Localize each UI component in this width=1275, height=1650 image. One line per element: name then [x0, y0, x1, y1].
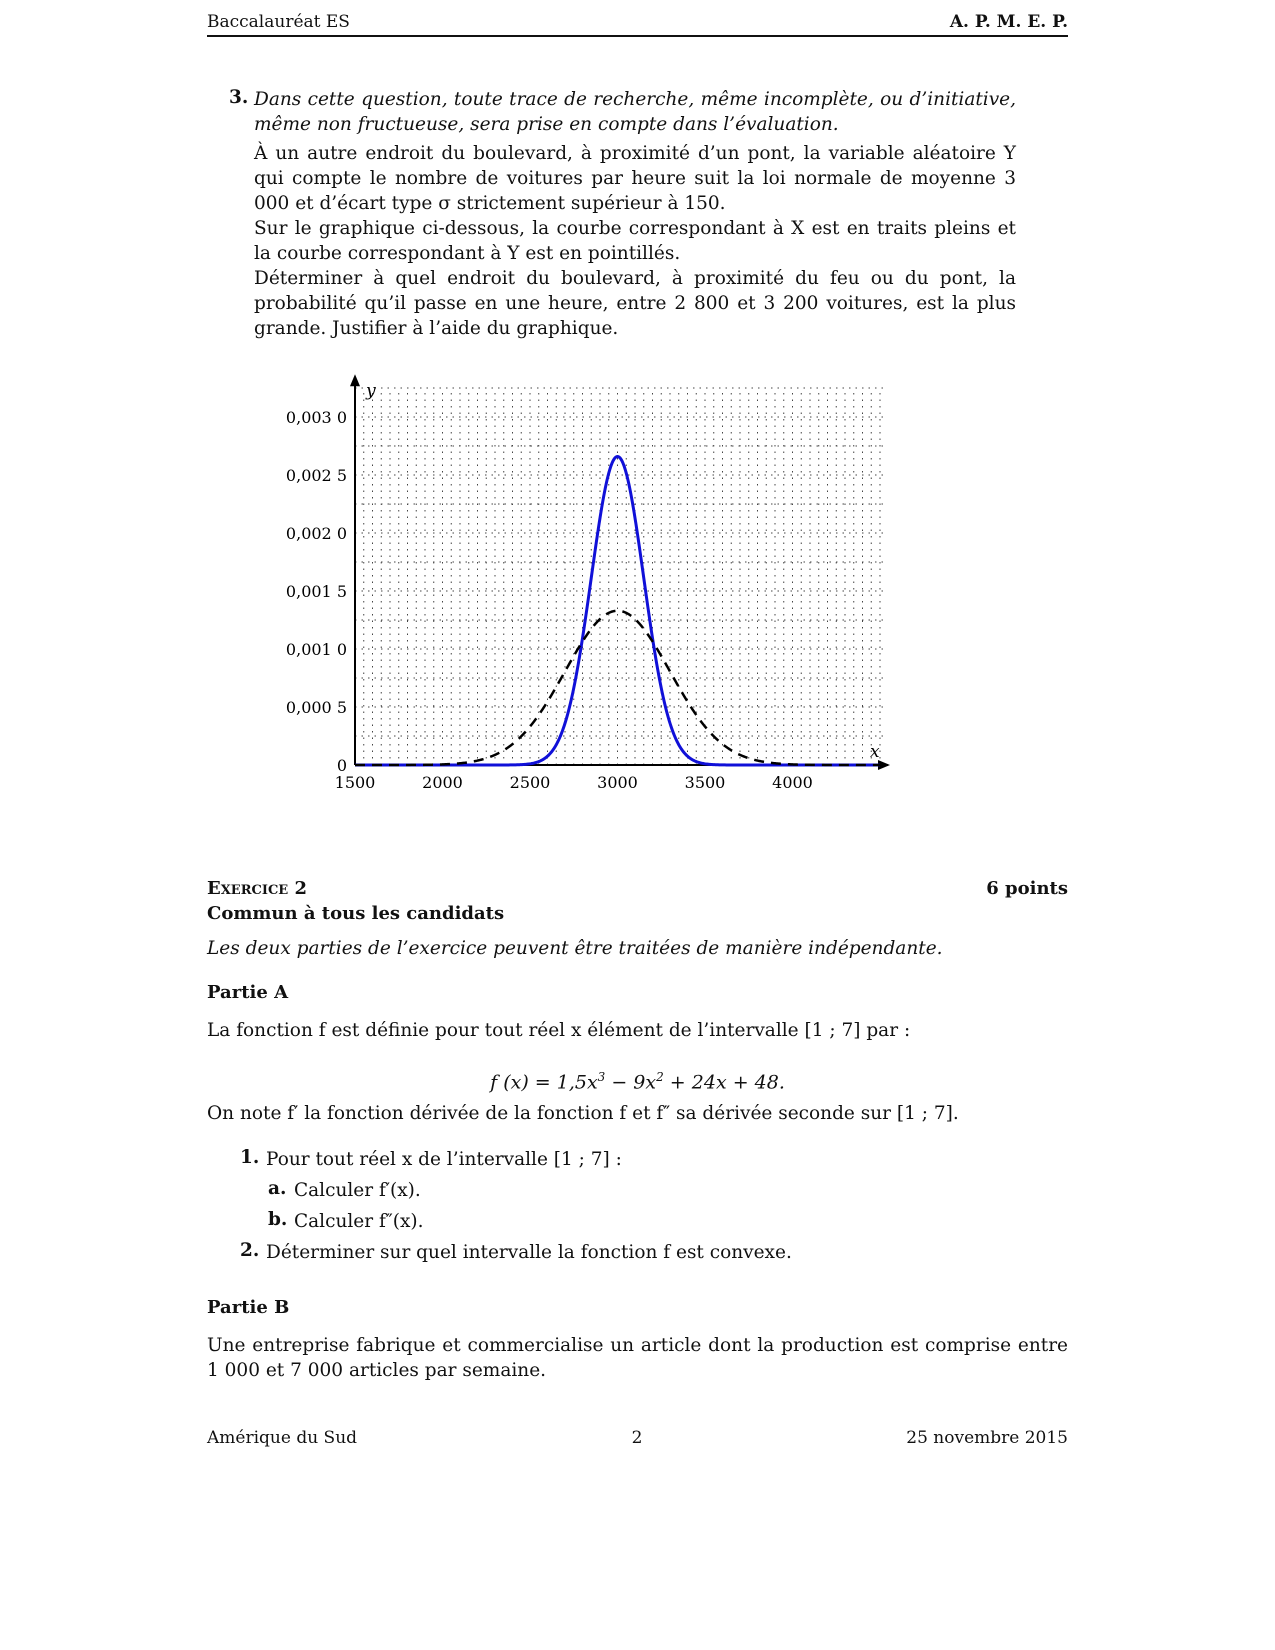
y-axis-arrow [350, 374, 360, 386]
header-right: A. P. M. E. P. [949, 12, 1068, 32]
y-tick-label: 0,000 5 [285, 698, 347, 717]
part-a-q1: Pour tout réel x de l’intervalle [1 ; 7] : [266, 1149, 622, 1170]
part-a-formula: f $(x) = 1,5x^3 - 9x^2 + 24x + 48$. [490, 1070, 785, 1094]
header-rule [207, 35, 1068, 37]
part-a-title: Partie A [207, 982, 289, 1003]
question-3-number: 3. [229, 87, 249, 108]
x-axis-label: x [870, 742, 880, 762]
part-b-text: Une entreprise fabrique et commercialise un article dont la production est comprise entre 1 000 et 7 000 articles par semaine. [207, 1335, 1068, 1381]
part-a-q1a: Calculer f′(x). [294, 1180, 421, 1201]
part-a-q1b: Calculer f″(x). [294, 1211, 424, 1232]
chart-grid [355, 388, 883, 765]
footer-date: 25 novembre 2015 [906, 1428, 1068, 1448]
normal-distribution-chart [270, 381, 880, 810]
y-tick-label: 0 [336, 756, 347, 775]
x-tick-label: 4000 [772, 773, 813, 792]
x-tick-label: 2000 [422, 773, 463, 792]
part-a-q2-number: 2. [240, 1240, 260, 1261]
footer-page-number: 2 [631, 1428, 643, 1448]
y-tick-label: 0,001 5 [285, 582, 347, 601]
y-axis-label: y [366, 381, 376, 402]
part-a-q2: Déterminer sur quel intervalle la fonction f est convexe. [266, 1242, 792, 1263]
x-tick-label: 2500 [509, 773, 551, 792]
question-3-instruction: Dans cette question, toute trace de recherche, même incomplète, ou d’initiative, même non fructueuse, sera prise en compte dans l’évaluation. [254, 89, 1016, 135]
part-a-q1-number: 1. [240, 1147, 260, 1168]
x-tick-label: 3000 [597, 773, 638, 792]
part-b-title: Partie B [207, 1297, 290, 1318]
question-3-paragraph-1: À un autre endroit du boulevard, à proximité d’un pont, la variable aléatoire Y qui compte le nombre de voitures par heure suit la loi normale de moyenne 3 000 et d’écart type σ strictement supérieur à 150. [254, 143, 1016, 214]
question-3-paragraph-3: Déterminer à quel endroit du boulevard, à proximité du feu ou du pont, la probabilité qu’il passe en une heure, entre 2 800 et 3 200 voitures, est la plus grande. Justifier à l’aide du graphique. [254, 268, 1016, 339]
part-a-q1b-number: b. [268, 1209, 288, 1230]
chart-ticks [286, 408, 813, 792]
x-tick-label: 1500 [334, 773, 376, 792]
question-3-paragraph-2: Sur le graphique ci-dessous, la courbe correspondant à X est en traits pleins et la courbe correspondant à Y est en pointillés. [254, 218, 1016, 264]
exercise-2-title: Exercice 2 [207, 878, 307, 899]
chart-axes [350, 374, 890, 770]
footer-left: Amérique du Sud [207, 1428, 358, 1448]
x-tick-label: 3500 [684, 773, 726, 792]
y-tick-label: 0,003 0 [285, 408, 347, 427]
exercise-2-intro: Les deux parties de l’exercice peuvent être traitées de manière indépendante. [207, 938, 943, 959]
part-a-note: On note f′ la fonction dérivée de la fonction f et f″ sa dérivée seconde sur [1 ; 7]. [207, 1103, 959, 1124]
header-left: Baccalauréat ES [207, 12, 350, 32]
exercise-2-subtitle: Commun à tous les candidats [207, 903, 505, 924]
y-tick-label: 0,002 5 [285, 466, 347, 485]
y-tick-label: 0,001 0 [285, 640, 347, 659]
y-tick-label: 0,002 0 [285, 524, 347, 543]
part-a-q1a-number: a. [268, 1178, 287, 1199]
part-a-definition: La fonction f est définie pour tout réel x élément de l’intervalle [1 ; 7] par : [207, 1020, 911, 1041]
exercise-2-points: 6 points [986, 878, 1068, 899]
